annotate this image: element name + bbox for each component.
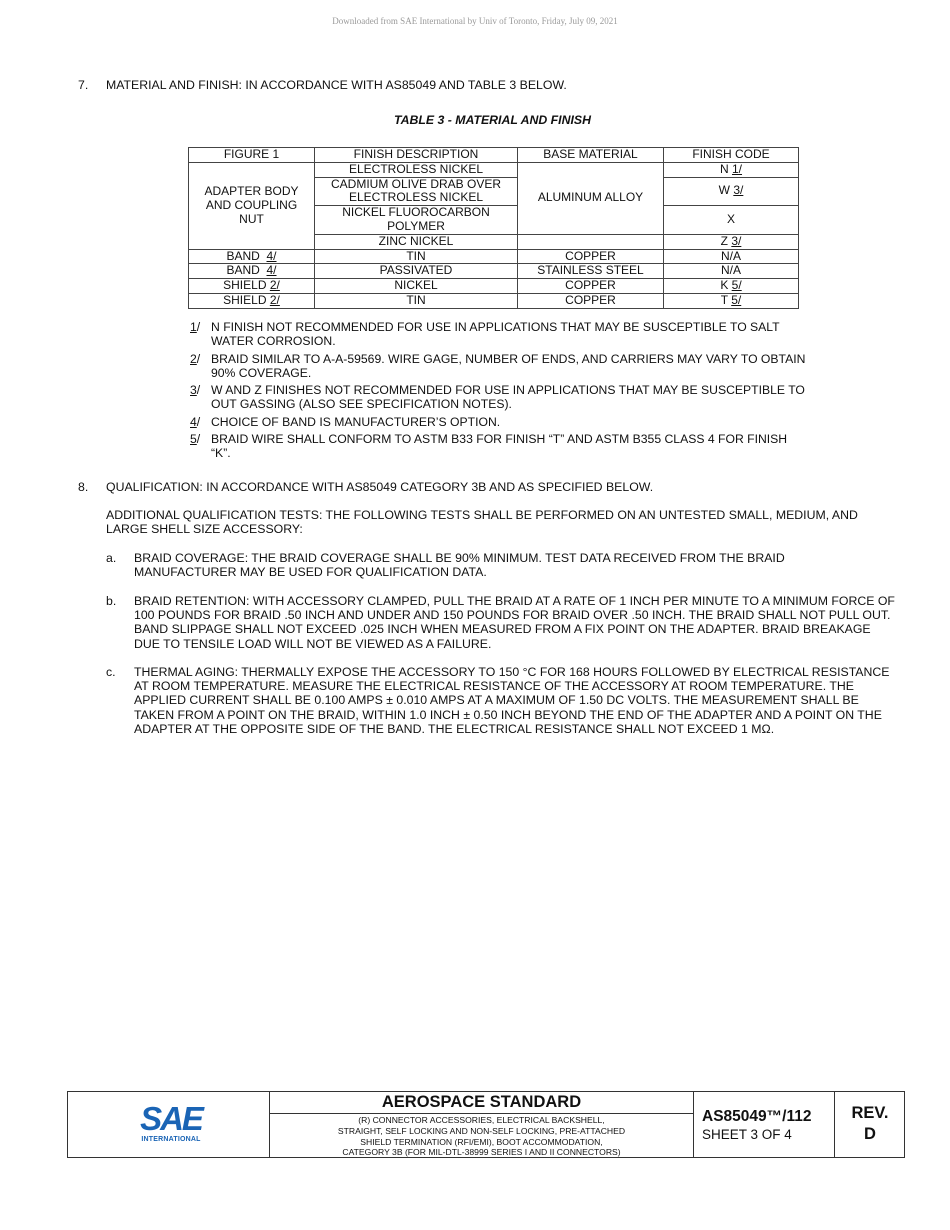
table-row: [189, 162, 799, 177]
figure-label: BAND: [226, 248, 260, 263]
item-text: BRAID COVERAGE: THE BRAID COVERAGE SHALL BE 90% MINIMUM. TEST DATA RECEIVED FROM THE BRAID MANUFACTURER MAY BE USED FOR QUALIFICATION DATA.: [134, 551, 785, 580]
finish-code-cell: N/A: [664, 249, 799, 264]
base-material-cell: COPPER: [518, 293, 664, 308]
sae-logo-subtext: INTERNATIONAL: [141, 1136, 201, 1143]
sae-logo: [138, 1102, 204, 1144]
revision-label: REV.: [851, 1104, 889, 1122]
figure-label: SHIELD: [223, 278, 267, 293]
note-ref: 2/: [269, 292, 280, 307]
base-material-cell: COPPER: [518, 279, 664, 294]
revision-cell: [835, 1092, 905, 1157]
section-8-number: 8.: [78, 480, 89, 494]
sae-logo-cell: [68, 1092, 270, 1157]
section-7-number: 7.: [78, 78, 89, 92]
document-category-title: AEROSPACE STANDARD: [270, 1092, 693, 1114]
col-header-finish-code: FINISH CODE: [664, 148, 799, 163]
table-row: [189, 264, 799, 279]
finish-code: T: [720, 292, 728, 307]
figure-label: SHIELD: [223, 292, 267, 307]
table-row: [189, 279, 799, 294]
finish-code-cell: [664, 279, 799, 294]
finish-code: K: [720, 278, 729, 293]
figure-cell: [189, 264, 315, 279]
figure-label: BAND: [226, 263, 260, 278]
finish-desc-cell: ZINC NICKEL: [315, 234, 518, 249]
table-note: [188, 383, 808, 412]
note-text: N FINISH NOT RECOMMENDED FOR USE IN APPLICATIONS THAT MAY BE SUSCEPTIBLE TO SALT WATER CORROSION.: [211, 320, 780, 349]
table-note: [188, 352, 808, 381]
base-material-cell: COPPER: [518, 249, 664, 264]
note-number: 2/: [190, 351, 201, 366]
note-number: 3/: [190, 383, 201, 398]
title-cell: [270, 1092, 694, 1157]
note-ref: 3/: [733, 183, 744, 198]
additional-tests-paragraph: ADDITIONAL QUALIFICATION TESTS: THE FOLLOWING TESTS SHALL BE PERFORMED ON AN UNTESTED SMALL, MEDIUM, AND LARGE SHELL SIZE ACCESSORY:: [106, 508, 858, 536]
finish-code-cell: N/A: [664, 264, 799, 279]
table-note: [188, 320, 808, 349]
finish-code-cell: X: [664, 206, 799, 235]
base-material-cell: [518, 234, 664, 249]
note-ref: 5/: [731, 292, 742, 307]
finish-desc-cell: NICKEL: [315, 279, 518, 294]
adapter-group-cell: [189, 162, 315, 249]
note-text: W AND Z FINISHES NOT RECOMMENDED FOR USE IN APPLICATIONS THAT MAY BE SUSCEPTIBLE TO OUT GASSING (ALSO SEE SPECIFICATION NOTES).: [211, 383, 805, 412]
document-number-cell: [694, 1092, 835, 1157]
item-text: BRAID RETENTION: WITH ACCESSORY CLAMPED, PULL THE BRAID AT A RATE OF 1 INCH PER MINUTE TO A MINIMUM FORCE OF 100 POUNDS FOR BRAID .50 INCH AND UNDER AND 150 POUNDS FOR BRAID OVER .50 INCH. THE BRAID SHALL NOT PULL OUT. BAND SLIPPAGE SHALL NOT EXCEED .025 INCH WHEN MEASURED FROM A FIX POINT ON THE ADAPTER. BRAID BREAKAGE DUE TO TENSILE LOAD WILL NOT BE VIEWED AS A FAILURE.: [134, 594, 895, 651]
revision-value: D: [864, 1125, 876, 1143]
note-ref: 2/: [269, 278, 280, 293]
document-number: AS85049™/112: [702, 1108, 812, 1125]
note-number: 5/: [190, 432, 201, 447]
material-finish-table: [188, 147, 799, 309]
finish-desc: NICKEL FLUOROCARBON POLYMER: [342, 205, 490, 233]
subtitle-line: STRAIGHT, SELF LOCKING AND NON-SELF LOCKING, PRE-ATTACHED: [337, 1125, 626, 1136]
figure-cell: [189, 293, 315, 308]
finish-desc-cell: [315, 177, 518, 206]
note-ref: 3/: [731, 233, 742, 248]
sheet-number: SHEET 3 OF 4: [702, 1127, 792, 1142]
title-block: [67, 1091, 905, 1158]
item-label: b.: [106, 594, 117, 608]
table-note: [188, 432, 808, 461]
item-text: THERMAL AGING: THERMALLY EXPOSE THE ACCESSORY TO 150 °C FOR 168 HOURS FOLLOWED BY ELECTRICAL RESISTANCE AT ROOM TEMPERATURE. MEASURE THE ELECTRICAL RESISTANCE OF THE ACCESSORY AT ROOM TEMPERATURE. THE APPLIED CURRENT SHALL BE 0.100 AMPS ± 0.010 AMPS AT A MAXIMUM OF 1.50 DC VOLTS. THE MEASUREMENT SHALL BE TAKEN FROM A POINT ON THE BRAID, WITHIN 1.0 INCH ± 0.50 INCH BEYOND THE END OF THE ADAPTER AND A POINT ON THE ADAPTER AT THE OPPOSITE SIDE OF THE BAND. THE ELECTRICAL RESISTANCE SHALL NOT EXCEED 1 MΩ.: [134, 665, 890, 736]
download-watermark: Downloaded from SAE International by Univ of Toronto, Friday, July 09, 2021: [332, 16, 618, 26]
table-3-caption: TABLE 3 - MATERIAL AND FINISH: [394, 113, 591, 127]
item-label: a.: [106, 551, 117, 565]
qualification-item-c: [106, 665, 899, 736]
finish-desc-cell: TIN: [315, 249, 518, 264]
note-number: 4/: [190, 414, 201, 429]
finish-desc-cell: [315, 206, 518, 235]
subtitle-line: CATEGORY 3B (FOR MIL-DTL-38999 SERIES I AND II CONNECTORS): [342, 1147, 621, 1158]
finish-desc-cell: TIN: [315, 293, 518, 308]
note-ref: 5/: [731, 278, 742, 293]
note-text: BRAID WIRE SHALL CONFORM TO ASTM B33 FOR FINISH “T” AND ASTM B355 CLASS 4 FOR FINISH “K”.: [211, 432, 788, 461]
finish-desc-cell: PASSIVATED: [315, 264, 518, 279]
col-header-base-material: BASE MATERIAL: [518, 148, 664, 163]
finish-code: W: [718, 183, 730, 198]
finish-desc-cell: ELECTROLESS NICKEL: [315, 162, 518, 177]
table-notes: [188, 320, 808, 464]
note-ref: 4/: [266, 263, 277, 278]
qualification-item-a: [106, 551, 854, 580]
finish-code: Z: [720, 233, 728, 248]
table-header-row: [189, 148, 799, 163]
note-text: CHOICE OF BAND IS MANUFACTURER’S OPTION.: [211, 414, 501, 429]
note-ref: 4/: [266, 248, 277, 263]
table-row: [189, 249, 799, 264]
finish-code-cell: [664, 234, 799, 249]
col-header-figure: FIGURE 1: [189, 148, 315, 163]
finish-desc: CADMIUM OLIVE DRAB OVER ELECTROLESS NICKEL: [330, 176, 502, 205]
subtitle-line: (R) CONNECTOR ACCESSORIES, ELECTRICAL BACKSHELL,: [358, 1115, 605, 1125]
base-material-cell: STAINLESS STEEL: [518, 264, 664, 279]
finish-code-cell: [664, 293, 799, 308]
section-7-text: MATERIAL AND FINISH: IN ACCORDANCE WITH AS85049 AND TABLE 3 BELOW.: [106, 78, 567, 92]
adapter-group-label: ADAPTER BODY AND COUPLING NUT: [204, 183, 299, 226]
table-note: [188, 415, 808, 429]
finish-code: N: [719, 161, 729, 176]
finish-code-cell: [664, 162, 799, 177]
subtitle-line: SHIELD TERMINATION (RFI/EMI), BOOT ACCOMMODATION,: [360, 1136, 603, 1147]
figure-cell: [189, 249, 315, 264]
col-header-finish-description: FINISH DESCRIPTION: [315, 148, 518, 163]
note-ref: 1/: [732, 161, 743, 176]
note-text: BRAID SIMILAR TO A-A-59569. WIRE GAGE, NUMBER OF ENDS, AND CARRIERS MAY VARY TO OBTAIN 90% COVERAGE.: [211, 351, 806, 380]
aluminum-cell: ALUMINUM ALLOY: [518, 162, 664, 234]
finish-code-cell: [664, 177, 799, 206]
note-number: 1/: [190, 320, 201, 334]
figure-cell: [189, 279, 315, 294]
qualification-item-b: [106, 594, 899, 651]
document-subtitle: [270, 1114, 693, 1158]
section-8-text: QUALIFICATION: IN ACCORDANCE WITH AS85049 CATEGORY 3B AND AS SPECIFIED BELOW.: [106, 480, 654, 494]
item-label: c.: [106, 665, 116, 679]
table-row: [189, 293, 799, 308]
sae-logo-mark: SAE: [140, 1100, 202, 1137]
